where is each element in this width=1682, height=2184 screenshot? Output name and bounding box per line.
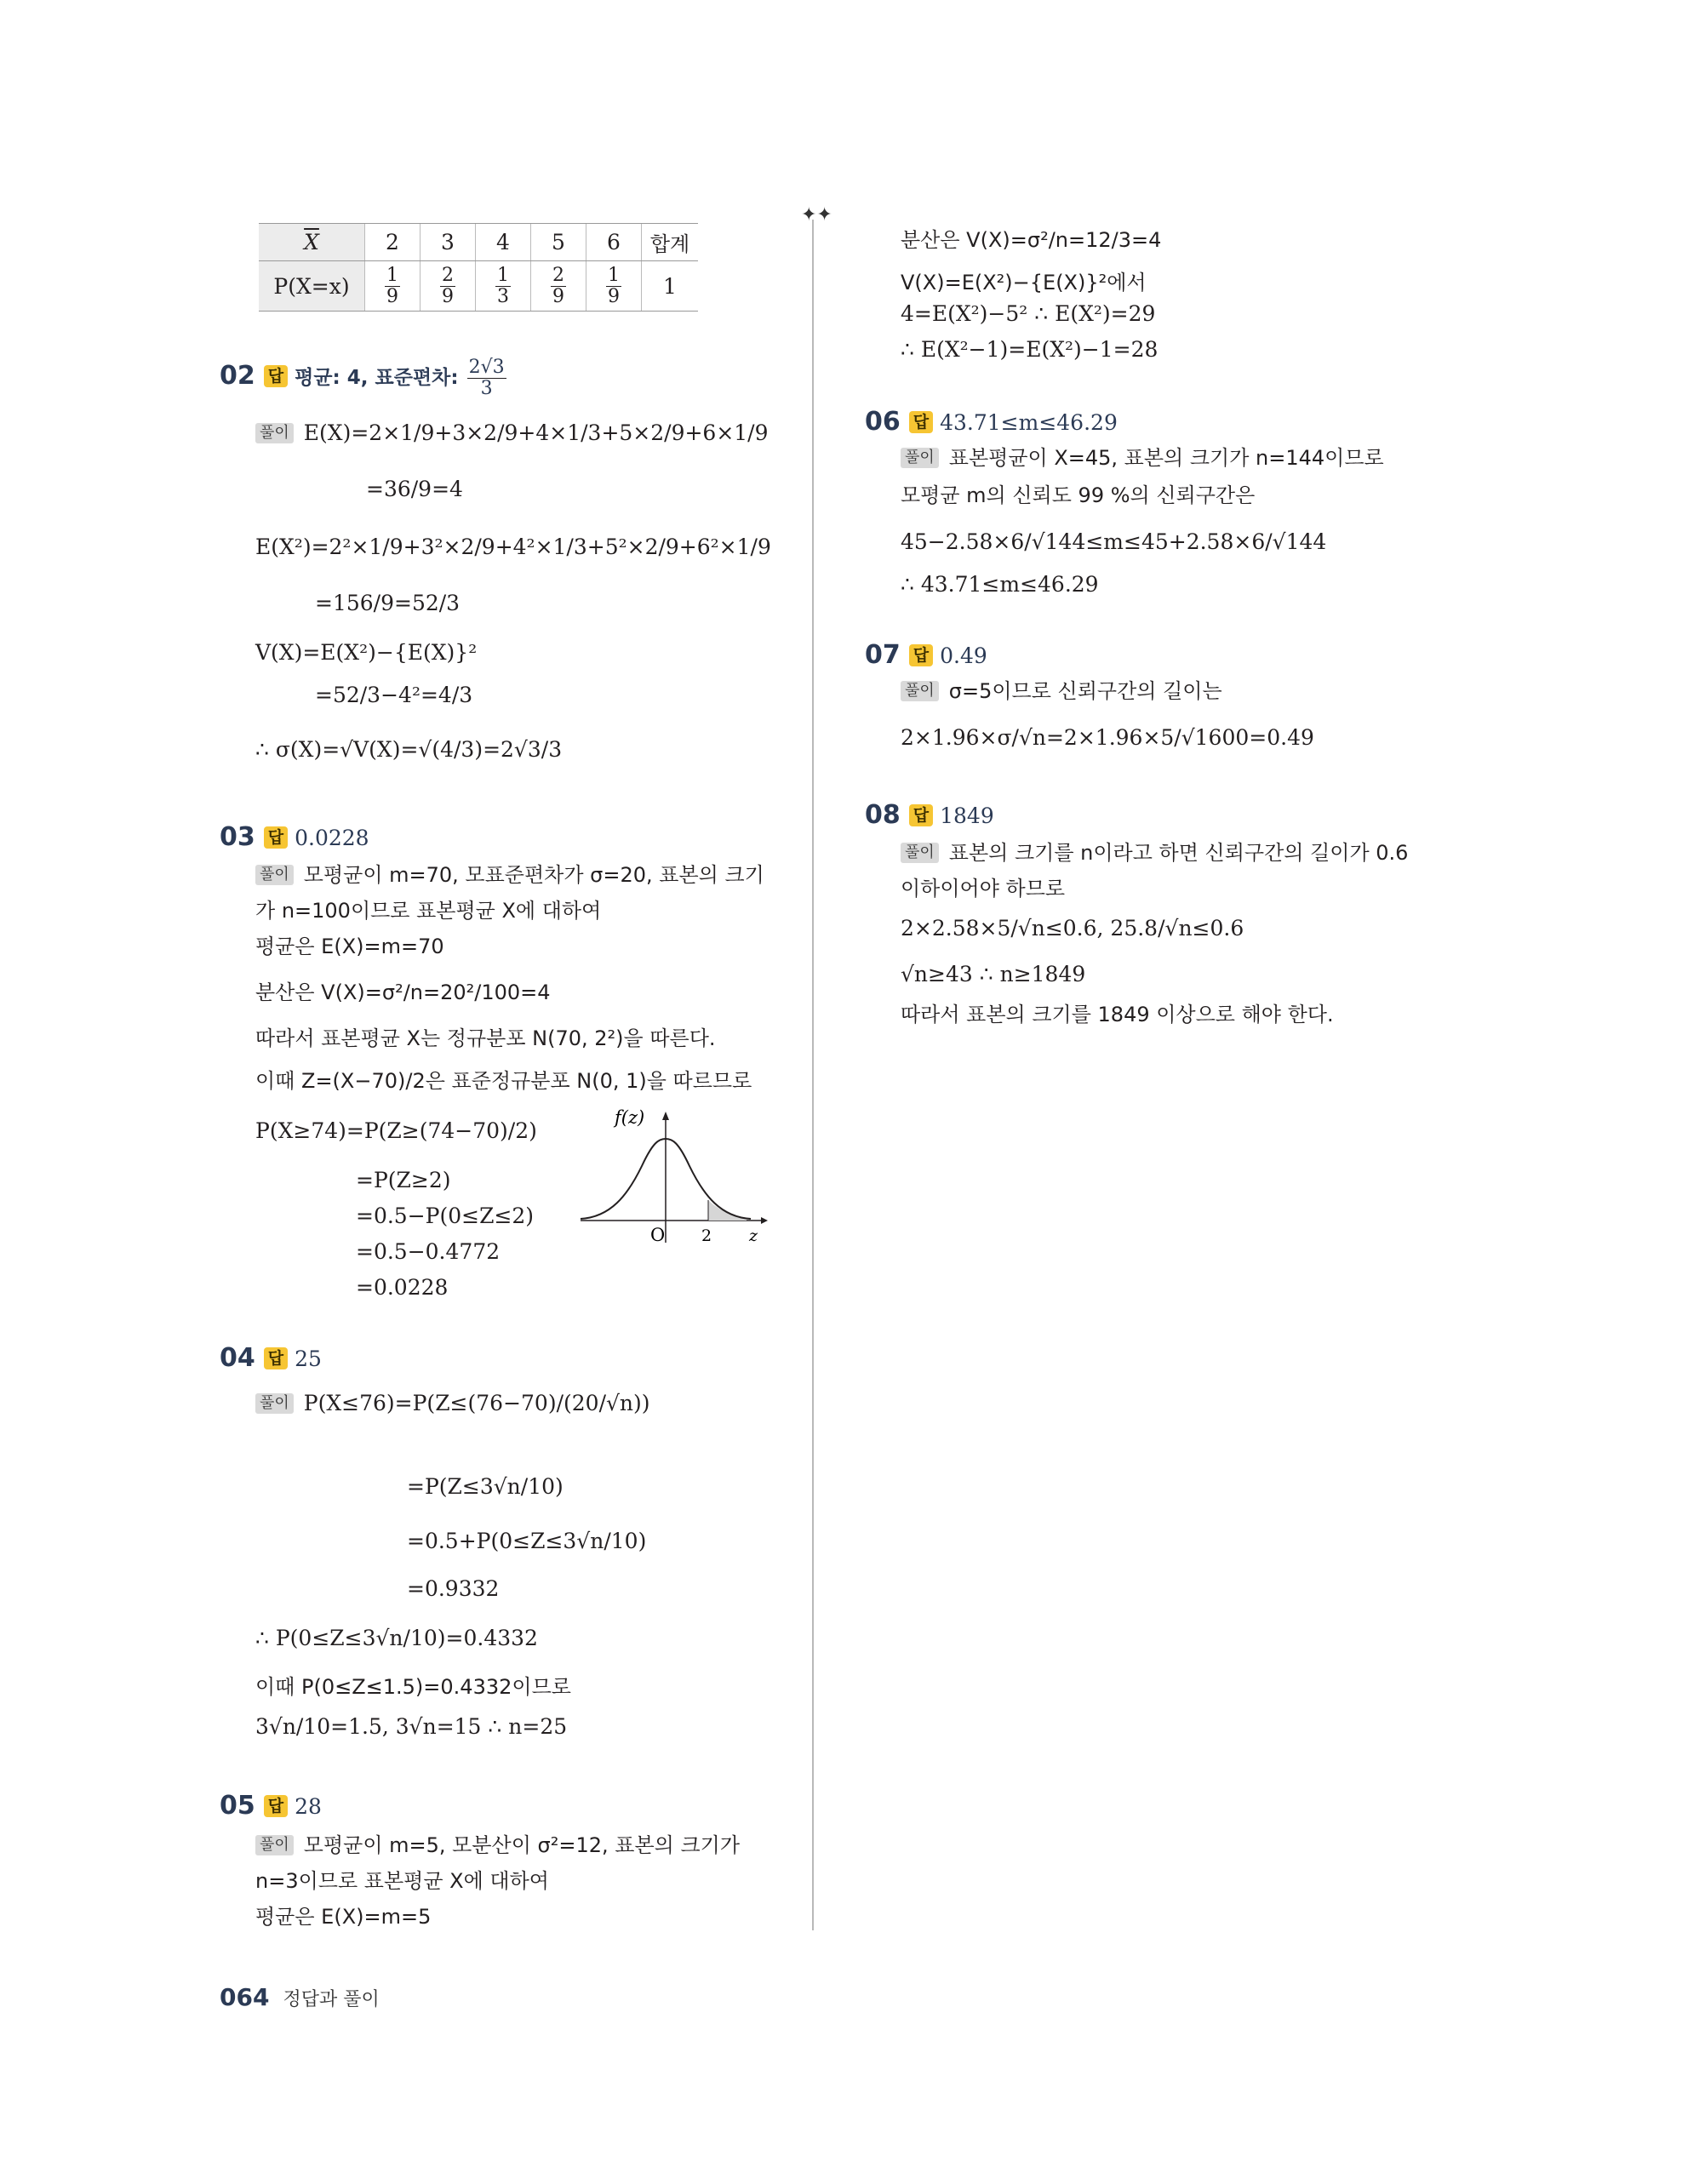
table-row (259, 261, 698, 312)
q03-prob-4: =0.5−0.4772 (356, 1239, 501, 1264)
q05-answer: 28 (295, 1794, 322, 1819)
q08-text-3: 2×2.58×5/√n≤0.6, 25.8/√n≤0.6 (901, 916, 1244, 940)
page-number: 064 (220, 1983, 270, 2011)
q05-right-3: 4=E(X²)−5² ∴ E(X²)=29 (901, 301, 1156, 326)
table-cell: $\frac{1}{9}$ (365, 261, 420, 312)
q03-prob-5: =0.0228 (356, 1275, 449, 1300)
footer-title: 정답과 풀이 (283, 1989, 380, 2010)
table-cell: $\frac{1}{9}$ (586, 261, 642, 312)
table-cell: 6 (586, 224, 642, 261)
q05-right-1: 분산은 V(X)=σ²/n=12/3=4 (901, 228, 1162, 252)
q02-answer-fraction: $\frac{2√3}{3}$ (468, 357, 505, 399)
q04-line-7: 3√n/10=1.5, 3√n=15 ∴ n=25 (255, 1714, 568, 1739)
solution-badge: 풀이 (255, 423, 294, 443)
q08-text-1: 풀이 표본의 크기를 n이라고 하면 신뢰구간의 길이가 0.6 (901, 836, 1408, 866)
q04-header (220, 1341, 322, 1376)
q05-text-1: 풀이 모평균이 m=5, 모분산이 σ²=12, 표본의 크기가 (255, 1828, 740, 1858)
q03-prob-1: P(X≥74)=P(Z≥(74−70)/2) (255, 1118, 537, 1143)
answer-badge: 답 (264, 1795, 288, 1817)
question-number: 08 (865, 800, 901, 830)
q05-text-2: n=3이므로 표본평균 X에 대하여 (255, 1869, 549, 1893)
q02-line-1: 풀이 E(X)=2×1/9+3×2/9+4×1/3+5×2/9+6×1/9 (255, 420, 769, 445)
solution-badge: 풀이 (901, 843, 939, 863)
q08-answer: 1849 (940, 803, 994, 828)
page-footer (220, 1983, 380, 2011)
q07-text-2: 2×1.96×σ/√n=2×1.96×5/√1600=0.49 (901, 725, 1314, 750)
solution-badge: 풀이 (255, 865, 294, 885)
normal-distribution-graph (572, 1106, 768, 1260)
q03-header (220, 820, 369, 855)
q02-header (220, 357, 508, 399)
q02-line-6: =52/3−4²=4/3 (315, 683, 473, 707)
q07-header (865, 638, 987, 673)
q02-line-4: =156/9=52/3 (315, 591, 461, 615)
q05-header (220, 1789, 322, 1824)
q02-line-5: V(X)=E(X²)−{E(X)}² (255, 640, 478, 665)
q06-answer: 43.71≤m≤46.29 (940, 410, 1118, 435)
table-cell: 5 (531, 224, 586, 261)
solution-badge: 풀이 (255, 1393, 294, 1414)
question-number: 05 (220, 1791, 255, 1821)
solution-badge: 풀이 (255, 1835, 294, 1855)
column-divider (812, 220, 814, 1930)
answer-badge: 답 (264, 1347, 288, 1369)
q04-line-3: =0.5+P(0≤Z≤3√n/10) (407, 1529, 647, 1553)
q03-text-2: 가 n=100이므로 표본평균 X에 대하여 (255, 899, 602, 923)
graph-tick-label: 2 (701, 1226, 712, 1245)
q08-header (865, 798, 994, 833)
q06-text-3: 45−2.58×6/√144≤m≤45+2.58×6/√144 (901, 529, 1327, 554)
q04-line-2: =P(Z≤3√n/10) (407, 1474, 564, 1499)
answer-badge: 답 (264, 826, 288, 849)
q03-text-5: 따라서 표본평균 X는 정규분포 N(70, 2²)을 따른다. (255, 1026, 716, 1050)
q03-text-3: 평균은 E(X)=m=70 (255, 935, 444, 958)
q07-text-1: 풀이 σ=5이므로 신뢰구간의 길이는 (901, 674, 1222, 704)
question-number: 04 (220, 1343, 255, 1373)
table-total-label: 합계 (642, 224, 699, 261)
q03-prob-3: =0.5−P(0≤Z≤2) (356, 1203, 535, 1228)
q08-text-5: 따라서 표본의 크기를 1849 이상으로 해야 한다. (901, 1003, 1334, 1026)
q03-text-6: 이때 Z=(X−70)/2은 표준정규분포 N(0, 1)을 따르므로 (255, 1069, 752, 1093)
answer-badge: 답 (909, 644, 933, 666)
solution-badge: 풀이 (901, 681, 939, 701)
graph-x-label: z (749, 1226, 758, 1245)
divider-ornament: ✦✦ (801, 204, 832, 226)
table-header-label: $\overline{X}$ (259, 224, 365, 261)
table-cell: 4 (476, 224, 531, 261)
table-cell: $\frac{2}{9}$ (531, 261, 586, 312)
q04-line-4: =0.9332 (407, 1576, 500, 1601)
table-prob-label: P(X=x) (259, 261, 365, 312)
table-cell: 3 (420, 224, 476, 261)
question-number: 07 (865, 640, 901, 670)
question-number: 06 (865, 407, 901, 437)
table-cell: $\frac{1}{3}$ (476, 261, 531, 312)
q02-line-3: E(X²)=2²×1/9+3²×2/9+4²×1/3+5²×2/9+6²×1/9 (255, 535, 771, 559)
probability-table (259, 223, 698, 312)
solution-badge: 풀이 (901, 448, 939, 468)
question-number: 03 (220, 822, 255, 852)
q04-line-5: ∴ P(0≤Z≤3√n/10)=0.4332 (255, 1626, 538, 1650)
q05-right-2: V(X)=E(X²)−{E(X)}²에서 (901, 271, 1147, 294)
q03-text-1: 풀이 모평균이 m=70, 모표준편차가 σ=20, 표본의 크기 (255, 858, 764, 888)
y-axis-arrow (662, 1112, 669, 1120)
answer-badge: 답 (264, 365, 288, 387)
q04-line-6: 이때 P(0≤Z≤1.5)=0.4332이므로 (255, 1675, 571, 1699)
table-row (259, 224, 698, 261)
q08-text-4: √n≥43 ∴ n≥1849 (901, 962, 1086, 986)
table-total: 1 (642, 261, 699, 312)
q06-header (865, 405, 1118, 440)
q02-line-2: =36/9=4 (366, 477, 463, 501)
q04-line-1: 풀이 P(X≤76)=P(Z≤(76−70)/(20/√n)) (255, 1391, 650, 1415)
q02-line-7: ∴ σ(X)=√V(X)=√(4/3)=2√3/3 (255, 737, 563, 762)
q02-answer: 평균: 4, 표준편차: (295, 367, 466, 389)
q04-answer: 25 (295, 1346, 322, 1371)
q06-text-2: 모평균 m의 신뢰도 99 %의 신뢰구간은 (901, 483, 1256, 507)
q05-text-3: 평균은 E(X)=m=5 (255, 1905, 432, 1929)
q03-text-4: 분산은 V(X)=σ²/n=20²/100=4 (255, 981, 551, 1004)
q07-answer: 0.49 (940, 643, 987, 668)
q06-text-1: 풀이 표본평균이 X=45, 표본의 크기가 n=144이므로 (901, 441, 1384, 471)
table-cell: $\frac{2}{9}$ (420, 261, 476, 312)
graph-origin-label: O (650, 1225, 666, 1245)
answer-badge: 답 (909, 804, 933, 826)
graph-y-label: f(z) (615, 1107, 645, 1128)
q03-prob-2: =P(Z≥2) (356, 1168, 451, 1192)
q06-text-4: ∴ 43.71≤m≤46.29 (901, 572, 1099, 597)
x-axis-arrow (761, 1217, 768, 1224)
q08-text-2: 이하이어야 하므로 (901, 877, 1066, 900)
q03-answer: 0.0228 (295, 826, 369, 850)
answer-badge: 답 (909, 411, 933, 433)
table-cell: 2 (365, 224, 420, 261)
question-number: 02 (220, 361, 255, 391)
q05-right-4: ∴ E(X²−1)=E(X²)−1=28 (901, 337, 1159, 362)
